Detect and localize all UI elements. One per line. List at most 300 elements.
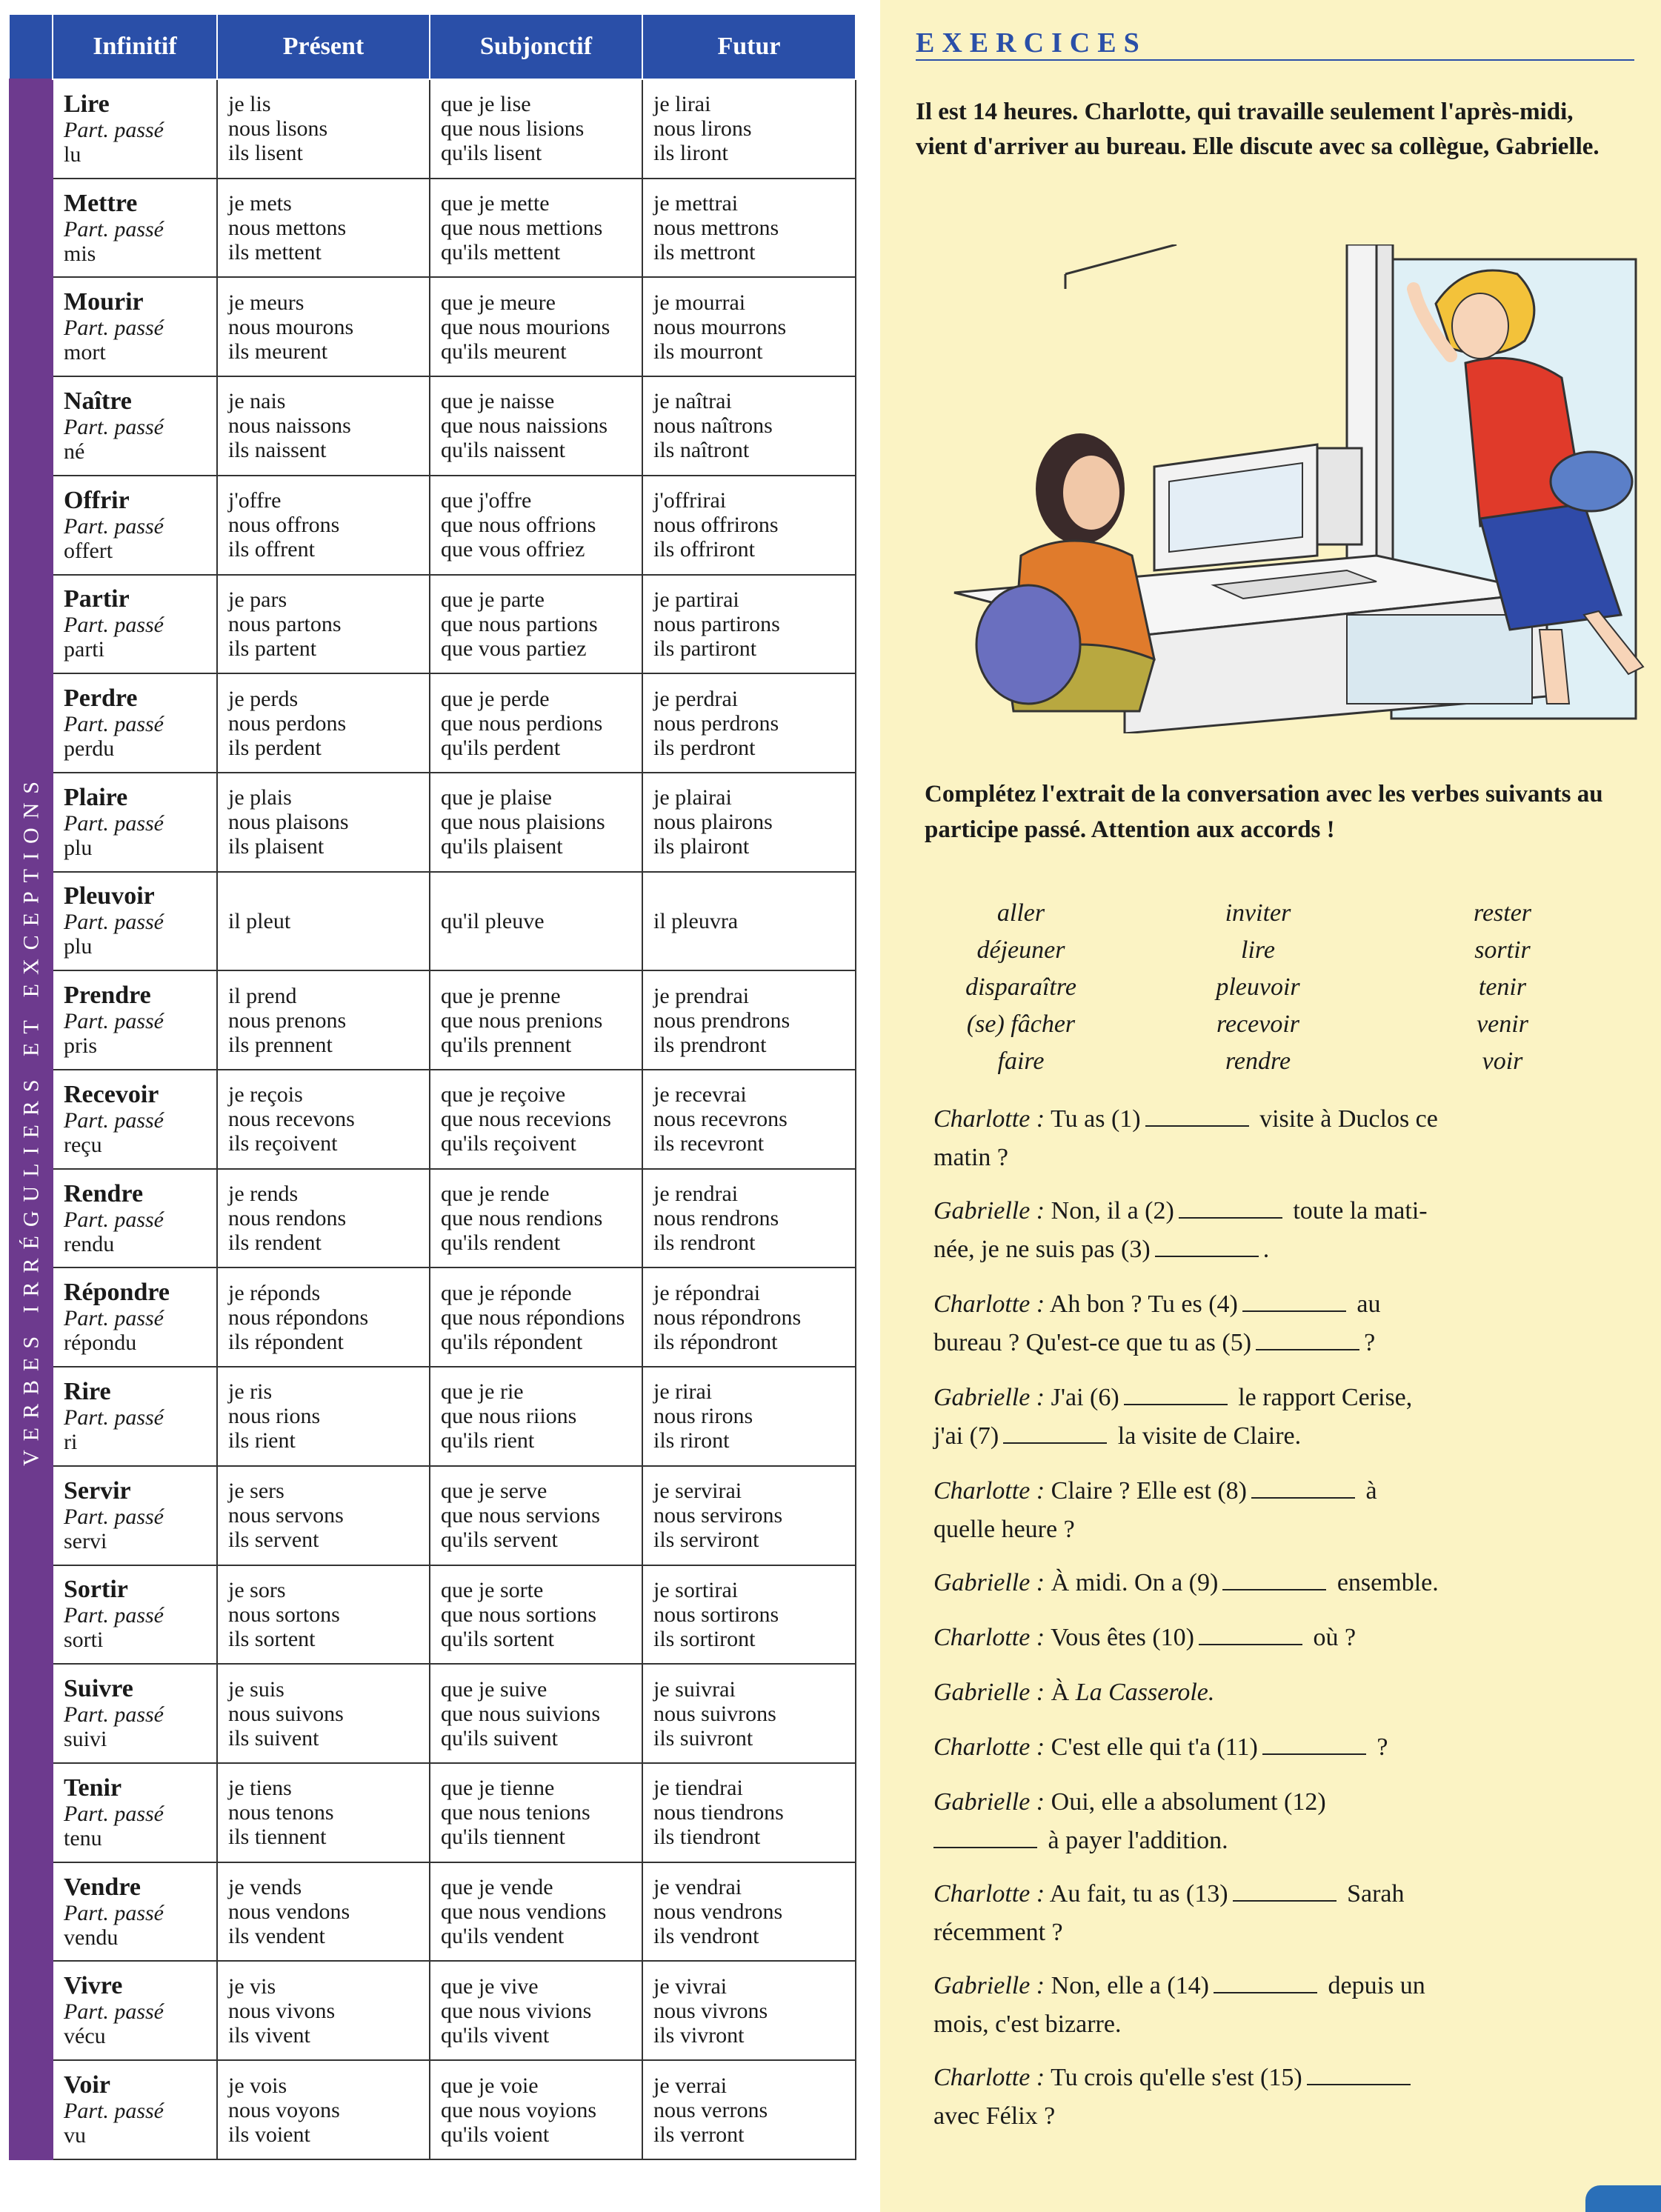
- subj-cell: [430, 1267, 642, 1367]
- conjugated-form: ils voient: [228, 2122, 310, 2147]
- conjugated-form: que je réponde: [441, 1280, 572, 1305]
- past-participle-label: Part. passé: [64, 910, 164, 935]
- dialogue-text: À midi. On a (9): [1051, 1569, 1219, 1596]
- dialogue-line-7: [933, 1619, 1637, 1656]
- dialogue-line-2-cont: [933, 1231, 1637, 1268]
- table-row: [10, 1862, 856, 1962]
- conjugated-form: que nous naissions: [441, 413, 608, 439]
- futur-cell: [642, 1565, 856, 1665]
- conjugated-form: qu'ils rient: [441, 1428, 535, 1453]
- conjugated-form: qu'ils naissent: [441, 438, 565, 463]
- conjugated-form: que nous rendions: [441, 1206, 603, 1231]
- subj-cell: [430, 575, 642, 674]
- answer-blank-9[interactable]: [1222, 1567, 1326, 1590]
- subj-cell: [430, 1664, 642, 1763]
- past-participle-label: Part. passé: [64, 810, 164, 836]
- conjugated-form: je reçois: [228, 1082, 303, 1107]
- subj-cell: [430, 376, 642, 476]
- conjugated-form: nous suivrons: [653, 1701, 776, 1726]
- table-row: [10, 179, 856, 278]
- header-subjonctif: Subjonctif: [430, 15, 642, 79]
- conjugated-form: que je mette: [441, 191, 550, 216]
- speaker: Charlotte :: [933, 2064, 1045, 2091]
- dialogue-text: ?: [1377, 1733, 1388, 1761]
- infinitive-cell: [53, 1367, 217, 1466]
- infinitive-cell: [53, 1763, 217, 1862]
- conjugated-form: ils vendent: [228, 1924, 325, 1948]
- table-row: [10, 1565, 856, 1665]
- conjugated-form: nous mourons: [228, 314, 354, 339]
- infinitive: Vendre: [64, 1873, 141, 1901]
- conjugated-form: nous suivons: [228, 1701, 344, 1726]
- conjugated-form: que nous suivions: [441, 1701, 601, 1726]
- conjugated-form: nous offrons: [228, 513, 340, 538]
- conjugated-form: que nous mettions: [441, 216, 603, 241]
- dialogue-text: récemment ?: [933, 1919, 1063, 1946]
- conjugated-form: ils liront: [653, 141, 728, 166]
- conjugated-form: qu'ils servent: [441, 1528, 558, 1553]
- conjugated-form: ils mettront: [653, 240, 756, 265]
- dialogue-line-4-cont: [933, 1418, 1637, 1455]
- conjugated-form: ils tiennent: [228, 1825, 327, 1850]
- present-cell: [217, 277, 430, 376]
- conjugated-form: que nous prenions: [441, 1007, 603, 1033]
- conjugated-form: je lis: [228, 92, 271, 117]
- infinitive-cell: [53, 773, 217, 872]
- infinitive: Voir: [64, 2071, 110, 2099]
- conjugated-form: nous mettons: [228, 216, 347, 241]
- present-cell: [217, 872, 430, 971]
- infinitive: Mourir: [64, 288, 144, 316]
- conjugated-form: ils tiendront: [653, 1825, 761, 1850]
- conjugated-form: nous plaisons: [228, 810, 349, 835]
- word-bank-word: aller: [996, 899, 1045, 927]
- conjugated-form: je répondrai: [653, 1280, 761, 1305]
- futur-cell: [642, 1169, 856, 1268]
- conjugated-form: nous rendons: [228, 1206, 347, 1231]
- conjugated-form: qu'ils sortent: [441, 1626, 554, 1651]
- conjugated-form: je partirai: [653, 587, 739, 612]
- conjugated-form: que nous plaisions: [441, 810, 605, 835]
- conjugated-form: ils naîtront: [653, 438, 750, 463]
- dialogue-text: à: [1365, 1477, 1377, 1505]
- conjugated-form: nous verrons: [653, 2097, 768, 2122]
- conjugated-form: que je plaise: [441, 785, 552, 810]
- past-participle: perdu: [64, 736, 115, 762]
- answer-blank-10[interactable]: [1199, 1622, 1302, 1645]
- futur-cell: [642, 1367, 856, 1466]
- conjugated-form: nous perdons: [228, 710, 347, 736]
- infinitive-cell: [53, 1862, 217, 1962]
- restaurant-name: La Casserole.: [1075, 1679, 1215, 1706]
- conjugated-form: ils offriront: [653, 537, 755, 562]
- past-participle-label: Part. passé: [64, 2099, 164, 2124]
- dialogue-line-10-cont: [933, 1822, 1637, 1859]
- conjugated-form: je lirai: [653, 92, 711, 117]
- infinitive: Pleuvoir: [64, 882, 155, 910]
- past-participle-label: Part. passé: [64, 1900, 164, 1925]
- past-participle-label: Part. passé: [64, 1306, 164, 1331]
- table-row: [10, 1367, 856, 1466]
- dialogue-text: avec Félix ?: [933, 2102, 1056, 2130]
- conjugated-form: nous rions: [228, 1404, 321, 1429]
- past-participle: reçu: [64, 1132, 102, 1157]
- infinitive-cell: [53, 1070, 217, 1169]
- conjugated-form: nous naissons: [228, 413, 351, 439]
- page-corner-tab: [1585, 2185, 1661, 2212]
- conjugated-form: que nous répondions: [441, 1305, 625, 1330]
- conjugated-form: que nous sortions: [441, 1602, 596, 1627]
- conjugated-form: que je vive: [441, 1973, 539, 1999]
- conjugated-form: nous répondrons: [653, 1305, 802, 1330]
- dialogue-line-5: [933, 1473, 1637, 1510]
- futur-cell: [642, 872, 856, 971]
- speaker: Gabrielle :: [933, 1197, 1045, 1225]
- conjugated-form: que je reçoive: [441, 1082, 566, 1107]
- present-cell: [217, 575, 430, 674]
- past-participle-label: Part. passé: [64, 1405, 164, 1430]
- past-participle: répondu: [64, 1330, 137, 1356]
- futur-cell: [642, 1267, 856, 1367]
- conjugated-form: ils prennent: [228, 1032, 333, 1057]
- answer-blank-3[interactable]: [1155, 1233, 1259, 1257]
- answer-blank-4[interactable]: [1242, 1288, 1346, 1312]
- word-bank-word: lire: [1241, 936, 1275, 964]
- answer-blank-1[interactable]: [1145, 1103, 1249, 1127]
- conjugated-form: je pars: [228, 587, 287, 612]
- dialogue-text: J'ai (6): [1051, 1384, 1119, 1411]
- answer-blank-7[interactable]: [1003, 1420, 1107, 1444]
- past-participle-label: Part. passé: [64, 1107, 164, 1133]
- conjugated-form: nous tenons: [228, 1800, 334, 1825]
- speaker: Charlotte :: [933, 1105, 1045, 1133]
- past-participle: lu: [64, 141, 81, 167]
- past-participle: plu: [64, 835, 93, 860]
- conjugated-form: nous partons: [228, 611, 342, 636]
- exercise-title: EXERCICES: [916, 27, 1147, 59]
- infinitive-cell: [53, 1565, 217, 1665]
- infinitive: Perdre: [64, 684, 138, 713]
- conjugated-form: qu'ils voient: [441, 2122, 550, 2147]
- dialogue-line-6: [933, 1565, 1637, 1602]
- dialogue-text: Sarah: [1347, 1880, 1405, 1908]
- conjugated-form: nous offrirons: [653, 513, 779, 538]
- conjugated-form: ils partent: [228, 636, 317, 661]
- conjugated-form: il prend: [228, 983, 297, 1008]
- conjugated-form: nous prenons: [228, 1007, 347, 1033]
- conjugated-form: qu'ils vendent: [441, 1924, 565, 1948]
- dialogue-line-2: [933, 1193, 1637, 1230]
- past-participle-label: Part. passé: [64, 1603, 164, 1628]
- table-row: [10, 1267, 856, 1367]
- conjugated-form: qu'ils tiennent: [441, 1825, 565, 1850]
- table-row: [10, 79, 856, 179]
- conjugated-form: je sors: [228, 1577, 286, 1602]
- answer-blank-14[interactable]: [1214, 1970, 1317, 1993]
- subj-cell: [430, 79, 642, 179]
- conjugated-form: nous tiendrons: [653, 1800, 784, 1825]
- past-participle-label: Part. passé: [64, 613, 164, 638]
- past-participle: né: [64, 439, 85, 464]
- infinitive: Tenir: [64, 1773, 122, 1802]
- conjugated-form: nous mettrons: [653, 216, 779, 241]
- conjugated-form: nous vivons: [228, 1998, 336, 2023]
- conjugated-form: nous servons: [228, 1503, 344, 1528]
- conjugated-form: nous partirons: [653, 611, 780, 636]
- dialogue-text: visite à Duclos ce: [1259, 1105, 1438, 1133]
- speaker: Gabrielle :: [933, 1569, 1045, 1596]
- conjugated-form: je perds: [228, 686, 299, 711]
- table-row: [10, 376, 856, 476]
- conjugated-form: ils plaisent: [228, 834, 324, 859]
- speaker: Gabrielle :: [933, 1679, 1045, 1706]
- past-participle-label: Part. passé: [64, 1999, 164, 2025]
- conjugated-form: qu'ils reçoivent: [441, 1131, 576, 1156]
- conjugated-form: nous répondons: [228, 1305, 369, 1330]
- past-participle-label: Part. passé: [64, 1801, 164, 1826]
- conjugated-form: qu'ils vivent: [441, 2022, 550, 2048]
- table-row: [10, 673, 856, 773]
- conjugated-form: que je rie: [441, 1379, 524, 1405]
- past-participle: rendu: [64, 1231, 115, 1256]
- present-cell: [217, 1565, 430, 1665]
- answer-blank-2[interactable]: [1179, 1195, 1282, 1219]
- past-participle: plu: [64, 934, 93, 959]
- infinitive-cell: [53, 179, 217, 278]
- present-cell: [217, 970, 430, 1070]
- present-cell: [217, 1664, 430, 1763]
- dialogue-line-13-cont: [933, 2098, 1637, 2135]
- subj-cell: [430, 1862, 642, 1962]
- conjugated-form: que vous partiez: [441, 636, 587, 661]
- speaker: Charlotte :: [933, 1290, 1045, 1318]
- subj-cell: [430, 1763, 642, 1862]
- exercise-panel: [880, 0, 1661, 2212]
- conjugated-form: nous servirons: [653, 1503, 783, 1528]
- conjugated-form: que nous voyions: [441, 2097, 596, 2122]
- conjugated-form: ils suivent: [228, 1725, 319, 1750]
- conjugated-form: ils sortent: [228, 1626, 316, 1651]
- past-participle: vu: [64, 2123, 86, 2148]
- conjugated-form: que je voie: [441, 2073, 539, 2098]
- speaker: Charlotte :: [933, 1733, 1045, 1761]
- conjugated-form: ils serviront: [653, 1528, 759, 1553]
- infinitive: Répondre: [64, 1279, 170, 1307]
- subj-cell: [430, 1961, 642, 2060]
- subj-cell: [430, 1367, 642, 1466]
- table-row: [10, 1070, 856, 1169]
- answer-blank-8[interactable]: [1251, 1475, 1355, 1499]
- conjugated-form: il pleut: [228, 908, 291, 933]
- dialogue-line-4: [933, 1379, 1637, 1416]
- infinitive: Prendre: [64, 982, 151, 1010]
- subj-cell: [430, 1565, 642, 1665]
- dialogue-line-11: [933, 1876, 1637, 1913]
- conjugated-form: que nous vivions: [441, 1998, 592, 2023]
- present-cell: [217, 79, 430, 179]
- conjugated-form: que nous vendions: [441, 1899, 607, 1924]
- answer-blank-6[interactable]: [1124, 1382, 1228, 1405]
- conjugated-form: nous naîtrons: [653, 413, 773, 439]
- table-header-row: [10, 15, 856, 79]
- infinitive-cell: [53, 376, 217, 476]
- past-participle: tenu: [64, 1825, 102, 1850]
- subj-cell: [430, 1466, 642, 1565]
- answer-blank-13[interactable]: [1233, 1878, 1337, 1902]
- conjugated-form: ils prendront: [653, 1032, 767, 1057]
- conjugated-form: que nous tenions: [441, 1800, 590, 1825]
- dialogue-text: la visite de Claire.: [1117, 1422, 1302, 1450]
- present-cell: [217, 1070, 430, 1169]
- futur-cell: [642, 79, 856, 179]
- conjugated-form: que nous perdions: [441, 710, 603, 736]
- side-header-cell: [10, 15, 53, 79]
- conjugated-form: ils naissent: [228, 438, 327, 463]
- dialogue-line-13: [933, 2059, 1637, 2096]
- conjugated-form: nous mourrons: [653, 314, 787, 339]
- word-bank-word: tenir: [1478, 973, 1527, 1001]
- dialogue-text: bureau ? Qu'est-ce que tu as (5): [933, 1329, 1252, 1356]
- conjugated-form: nous rendrons: [653, 1206, 779, 1231]
- subj-cell: [430, 673, 642, 773]
- dialogue-text: .: [1262, 1236, 1270, 1263]
- conjugated-form: ils reçoivent: [228, 1131, 338, 1156]
- conjugated-form: nous recevrons: [653, 1107, 788, 1132]
- word-bank-word: venir: [1477, 1010, 1528, 1038]
- conjugated-form: que nous servions: [441, 1503, 600, 1528]
- conjugated-form: je sers: [228, 1479, 284, 1504]
- dialogue-text: depuis un: [1328, 1972, 1425, 1999]
- present-cell: [217, 179, 430, 278]
- dialogue-text: C'est elle qui t'a (11): [1051, 1733, 1258, 1761]
- word-bank-word: (se) fâcher: [966, 1010, 1076, 1038]
- answer-blank-5[interactable]: [1256, 1327, 1359, 1350]
- conjugated-form: je plais: [228, 785, 292, 810]
- subj-cell: [430, 872, 642, 971]
- conjugated-form: nous sortons: [228, 1602, 340, 1627]
- present-cell: [217, 773, 430, 872]
- table-row: [10, 476, 856, 575]
- past-participle: mis: [64, 241, 96, 266]
- office-illustration: [932, 244, 1661, 733]
- past-participle: sorti: [64, 1628, 104, 1653]
- conjugated-form: qu'ils mettent: [441, 240, 561, 265]
- present-cell: [217, 2060, 430, 2159]
- infinitive: Plaire: [64, 783, 128, 811]
- past-participle-label: Part. passé: [64, 1702, 164, 1728]
- header-futur: Futur: [642, 15, 856, 79]
- answer-blank-12[interactable]: [933, 1825, 1037, 1848]
- dialogue-text: au: [1357, 1290, 1381, 1318]
- dialogue-line-8: [933, 1674, 1637, 1711]
- conjugated-form: que je suive: [441, 1676, 547, 1702]
- conjugated-form: je naîtrai: [653, 389, 732, 414]
- table-row: [10, 1169, 856, 1268]
- futur-cell: [642, 1070, 856, 1169]
- dialogue-line-12: [933, 1968, 1637, 2005]
- conjugated-form: que je naisse: [441, 389, 555, 414]
- dialogue-text: Ah bon ? Tu es (4): [1049, 1290, 1238, 1318]
- conjugated-form: ils mourront: [653, 339, 763, 364]
- speaker: Charlotte :: [933, 1624, 1045, 1651]
- conjugated-form: que nous recevions: [441, 1107, 611, 1132]
- conjugated-form: nous recevons: [228, 1107, 355, 1132]
- dialogue-text: mois, c'est bizarre.: [933, 2011, 1122, 2038]
- present-cell: [217, 1961, 430, 2060]
- present-cell: [217, 1169, 430, 1268]
- conjugated-form: ils meurent: [228, 339, 328, 364]
- conjugated-form: qu'il pleuve: [441, 908, 545, 933]
- subj-cell: [430, 1169, 642, 1268]
- infinitive: Rendre: [64, 1179, 144, 1207]
- present-cell: [217, 1367, 430, 1466]
- conjugated-form: nous rirons: [653, 1404, 753, 1429]
- conjugated-form: que vous offriez: [441, 537, 585, 562]
- table-row: [10, 575, 856, 674]
- conjugated-form: je meurs: [228, 290, 304, 315]
- dialogue-line-1: [933, 1101, 1637, 1138]
- conjugated-form: que je sorte: [441, 1577, 544, 1602]
- side-band: [10, 79, 53, 2159]
- answer-blank-11[interactable]: [1262, 1731, 1366, 1755]
- conjugated-form: que nous riions: [441, 1404, 577, 1429]
- subj-cell: [430, 1070, 642, 1169]
- table-row: [10, 872, 856, 971]
- conjugated-form: je vendrai: [653, 1875, 742, 1899]
- conjugated-form: je perdrai: [653, 686, 739, 711]
- present-cell: [217, 1466, 430, 1565]
- word-bank-word: sortir: [1474, 936, 1531, 964]
- subj-cell: [430, 277, 642, 376]
- conjugated-form: qu'ils suivent: [441, 1725, 558, 1750]
- subj-cell: [430, 773, 642, 872]
- word-bank-word: rester: [1473, 899, 1532, 927]
- conjugated-form: ils plairont: [653, 834, 750, 859]
- conjugated-form: qu'ils rendent: [441, 1230, 561, 1256]
- present-cell: [217, 376, 430, 476]
- past-participle: mort: [64, 340, 106, 365]
- conjugated-form: je recevrai: [653, 1082, 747, 1107]
- dialogue-text: à payer l'addition.: [1048, 1827, 1228, 1854]
- conjugated-form: qu'ils meurent: [441, 339, 567, 364]
- speaker: Charlotte :: [933, 1880, 1045, 1908]
- conjugated-form: nous sortirons: [653, 1602, 779, 1627]
- table-row: [10, 970, 856, 1070]
- infinitive: Recevoir: [64, 1080, 159, 1108]
- conjugated-form: je servirai: [653, 1479, 742, 1504]
- past-participle-label: Part. passé: [64, 1504, 164, 1529]
- infinitive-cell: [53, 1664, 217, 1763]
- past-participle: parti: [64, 637, 104, 662]
- past-participle: ri: [64, 1429, 78, 1454]
- present-cell: [217, 1862, 430, 1962]
- conjugated-form: que nous partions: [441, 611, 598, 636]
- conjugated-form: je ris: [228, 1379, 273, 1405]
- conjugated-form: que je vende: [441, 1875, 553, 1899]
- conjugated-form: je verrai: [653, 2073, 728, 2098]
- word-bank-word: disparaître: [965, 973, 1076, 1001]
- past-participle: suivi: [64, 1727, 107, 1752]
- conjugated-form: qu'ils plaisent: [441, 834, 563, 859]
- conjugated-form: je suivrai: [653, 1676, 736, 1702]
- word-bank-column-2: [1176, 895, 1339, 1080]
- dialogue-text: toute la mati-: [1293, 1197, 1428, 1225]
- conjugated-form: ils offrent: [228, 537, 315, 562]
- infinitive-cell: [53, 575, 217, 674]
- answer-blank-15[interactable]: [1307, 2062, 1411, 2085]
- conjugated-form: que j'offre: [441, 488, 532, 513]
- conjugated-form: je mets: [228, 191, 292, 216]
